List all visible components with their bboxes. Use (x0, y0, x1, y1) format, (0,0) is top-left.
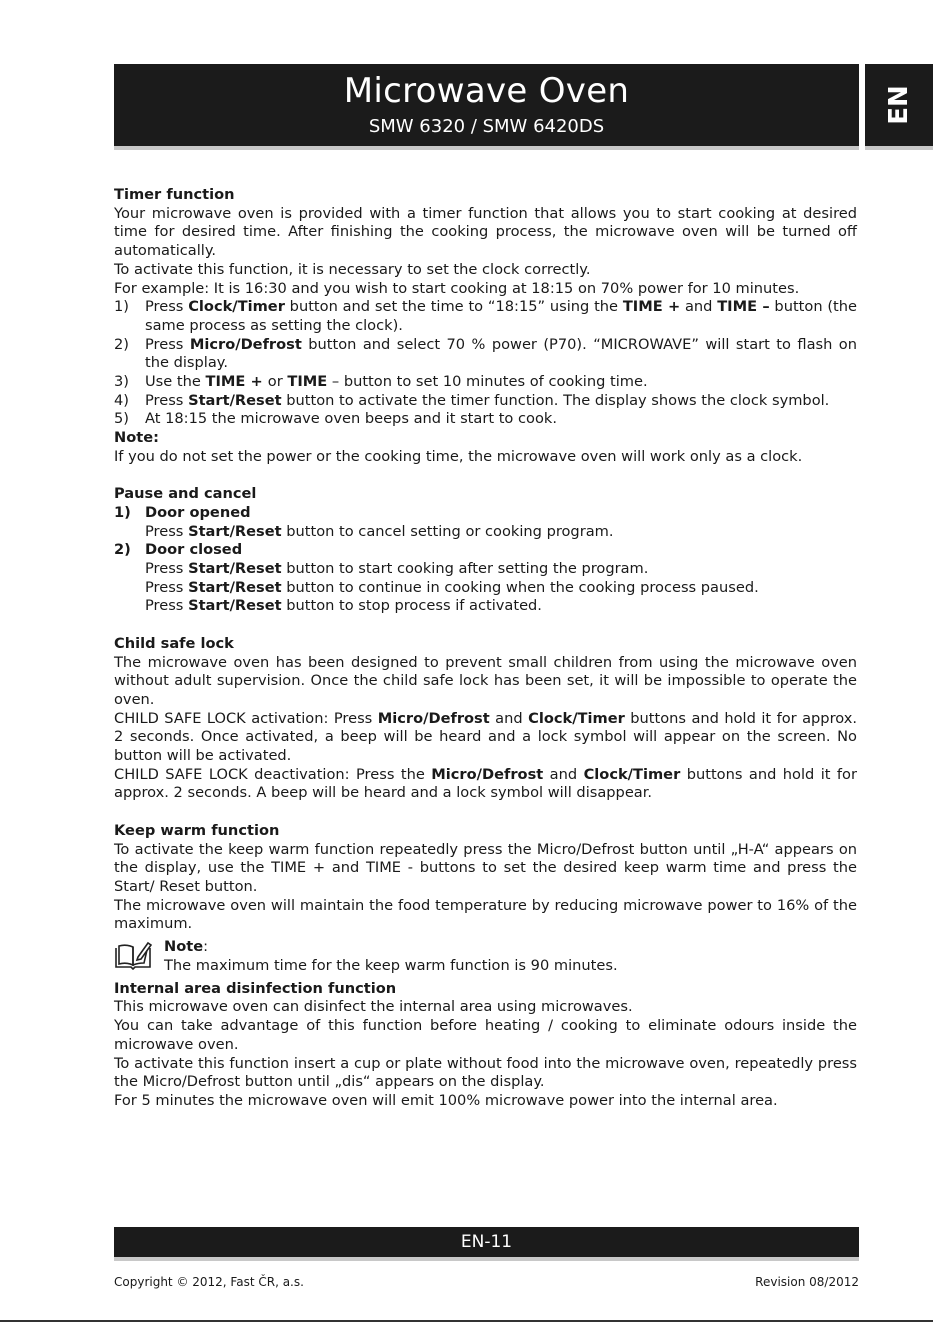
list-item (114, 541, 857, 560)
list-item (114, 504, 857, 523)
list-heading: Door closed (145, 541, 243, 559)
list-item (114, 410, 857, 429)
language-tab (865, 64, 933, 146)
paragraph: For 5 minutes the microwave oven will emit 100% microwave power into the internal area. (114, 1092, 778, 1109)
paragraph: Your microwave oven is provided with a timer function that allows you to start cooking at desired time for desired time. After finishing the cooking process, the microwave oven will be turned off automatically. (114, 204, 857, 260)
revision-text: Revision 08/2012 (755, 1275, 859, 1289)
list-number: 3) (114, 373, 129, 391)
note-heading: Note: (164, 938, 209, 956)
paragraph: The microwave oven will maintain the food temperature by reducing microwave power to 16% of the maximum. (114, 896, 857, 933)
section-heading-keep-warm: Keep warm function (114, 821, 280, 839)
paragraph: To activate this function, it is necessary to set the clock correctly. (114, 260, 591, 278)
list-number: 1) (114, 503, 131, 521)
paragraph: The microwave oven has been designed to prevent small children from using the microwave oven without adult supervision. Once the child safe lock has been set, it will be impossible to operate the oven. (114, 653, 857, 708)
list-number: 5) (114, 410, 129, 428)
paragraph: Press Start/Reset button to continue in cooking when the cooking process paused. (145, 578, 759, 596)
list-text: Press Clock/Timer button and set the time to “18:15” using the TIME + and TIME – button (the same process as setting the clock). (145, 298, 858, 334)
section-heading-disinfection: Internal area disinfection function (114, 979, 397, 997)
note-label: Note: (114, 429, 159, 447)
paragraph: To activate this function insert a cup or plate without food into the microwave oven, repeatedly press the Micro/Defrost button until „dis“ appears on the display. (114, 1054, 857, 1091)
paragraph: To activate the keep warm function repeatedly press the Micro/Defrost button until „H-A“ appears on the display, use the TIME + and TIME - buttons to set the desired keep warm time and press the Start/ Reset button. (114, 840, 857, 895)
copyright-text: Copyright © 2012, Fast ČR, a.s. (114, 1275, 304, 1289)
list-text: Use the TIME + or TIME – button to set 10 minutes of cooking time. (145, 373, 648, 391)
list-number: 4) (114, 391, 129, 409)
list-text: Press Micro/Defrost button and select 70 % power (P70). “MICROWAVE” will start to flash on the display. (145, 335, 857, 372)
list-text: At 18:15 the microwave oven beeps and it start to cook. (145, 410, 557, 428)
note-text: If you do not set the power or the cooking time, the microwave oven will work only as a clock. (114, 447, 803, 465)
paragraph: Press Start/Reset button to stop process if activated. (145, 597, 542, 615)
page-title: Microwave Oven (343, 71, 630, 111)
list-heading: Door opened (145, 503, 251, 521)
paragraph: This microwave oven can disinfect the internal area using microwaves. (114, 998, 633, 1016)
paragraph: You can take advantage of this function before heating / cooking to eliminate odours inside the microwave oven. (114, 1017, 857, 1053)
list-number: 2) (114, 541, 131, 559)
footer-bar (114, 1227, 859, 1257)
list-item (114, 392, 857, 411)
list-number: 1) (114, 298, 129, 316)
header-bar (114, 64, 859, 146)
section-heading-timer: Timer function (114, 186, 235, 203)
page-number: EN-11 (460, 1232, 513, 1252)
paragraph: CHILD SAFE LOCK activation: Press Micro/Defrost and Clock/Timer buttons and hold it for approx. 2 seconds. Once activated, a beep will be heard and a lock symbol will appear on the screen. No button will be activated. (114, 709, 858, 765)
list-text: Press Start/Reset button to activate the timer function. The display shows the clock symbol. (145, 391, 830, 409)
list-number: 2) (114, 335, 129, 353)
page-edge-divider (0, 1320, 933, 1322)
section-heading-pause: Pause and cancel (114, 485, 257, 503)
manual-content (114, 186, 857, 1111)
book-note-icon (114, 938, 164, 976)
note-content (164, 938, 618, 976)
model-subtitle: SMW 6320 / SMW 6420DS (368, 116, 605, 137)
list-item (114, 298, 857, 335)
paragraph: Press Start/Reset button to cancel setting or cooking program. (145, 522, 614, 540)
paragraph: For example: It is 16:30 and you wish to start cooking at 18:15 on 70% power for 10 minutes. (114, 279, 800, 297)
paragraph: Press Start/Reset button to start cooking after setting the program. (145, 560, 649, 578)
note-text: The maximum time for the keep warm function is 90 minutes. (164, 956, 618, 974)
list-item (114, 373, 857, 392)
language-label: EN (884, 85, 914, 125)
note-box (114, 938, 857, 976)
list-item (114, 336, 857, 373)
section-heading-child-lock: Child safe lock (114, 634, 234, 652)
paragraph: CHILD SAFE LOCK deactivation: Press the Micro/Defrost and Clock/Timer buttons and hold it for approx. 2 seconds. A beep will be heard and a lock symbol will disappear. (114, 765, 857, 802)
